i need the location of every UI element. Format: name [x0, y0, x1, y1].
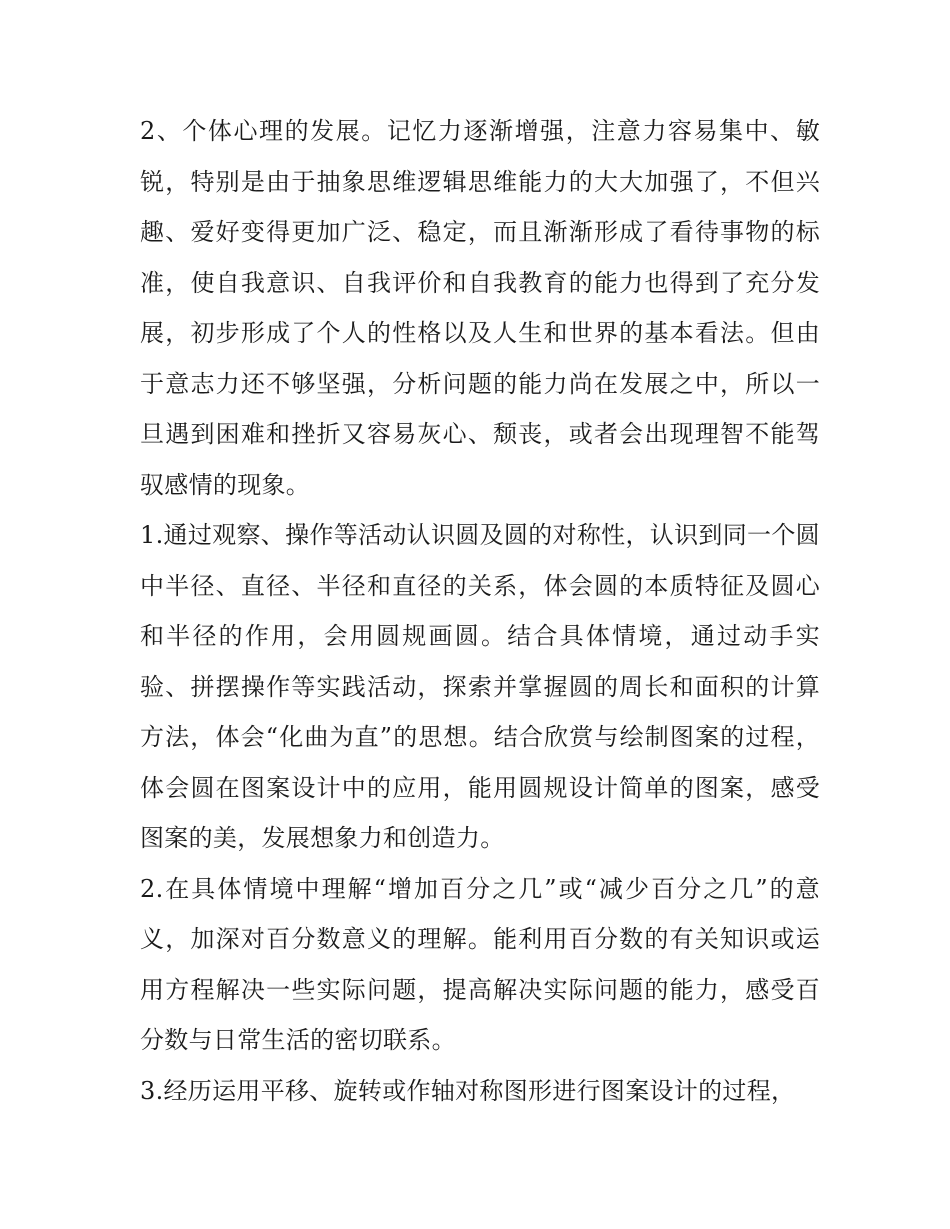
paragraph-pattern-design-goal: 3.经历运用平移、旋转或作轴对称图形进行图案设计的过程，: [140, 1076, 796, 1105]
paragraph-psychology-development: 2、个体心理的发展。记忆力逐渐增强，注意力容易集中、敏锐，特别是由于抽象思维逻辑思维能力的大大加强了，不但兴趣、爱好变得更加广泛、稳定，而且渐渐形成了看待事物的标准，使自我意识、自我评价和自我教育的能力也得到了充分发展，初步形成了个人的性格以及人生和世界的基本看法。但由于意志力还不够坚强，分析问题的能力尚在发展之中，所以一旦遇到困难和挫折又容易灰心、颓丧，或者会出现理智不能驾驭感情的现象。: [140, 117, 820, 499]
document-body: [140, 106, 820, 1116]
paragraph-circle-learning-goal: 1.通过观察、操作等活动认识圆及圆的对称性，认识到同一个圆中半径、直径、半径和直径的关系，体会圆的本质特征及圆心和半径的作用，会用圆规画圆。结合具体情境，通过动手实验、拼摆操作等实践活动，探索并掌握圆的周长和面积的计算方法，体会“化曲为直”的思想。结合欣赏与绘制图案的过程，体会圆在图案设计中的应用，能用圆规设计简单的图案，感受图案的美，发展想象力和创造力。: [140, 521, 820, 852]
paragraph-percentage-learning-goal: 2.在具体情境中理解“增加百分之几”或“减少百分之几”的意义，加深对百分数意义的理解。能利用百分数的有关知识或运用方程解决一些实际问题，提高解决实际问题的能力，感受百分数与日常生活的密切联系。: [140, 874, 820, 1054]
